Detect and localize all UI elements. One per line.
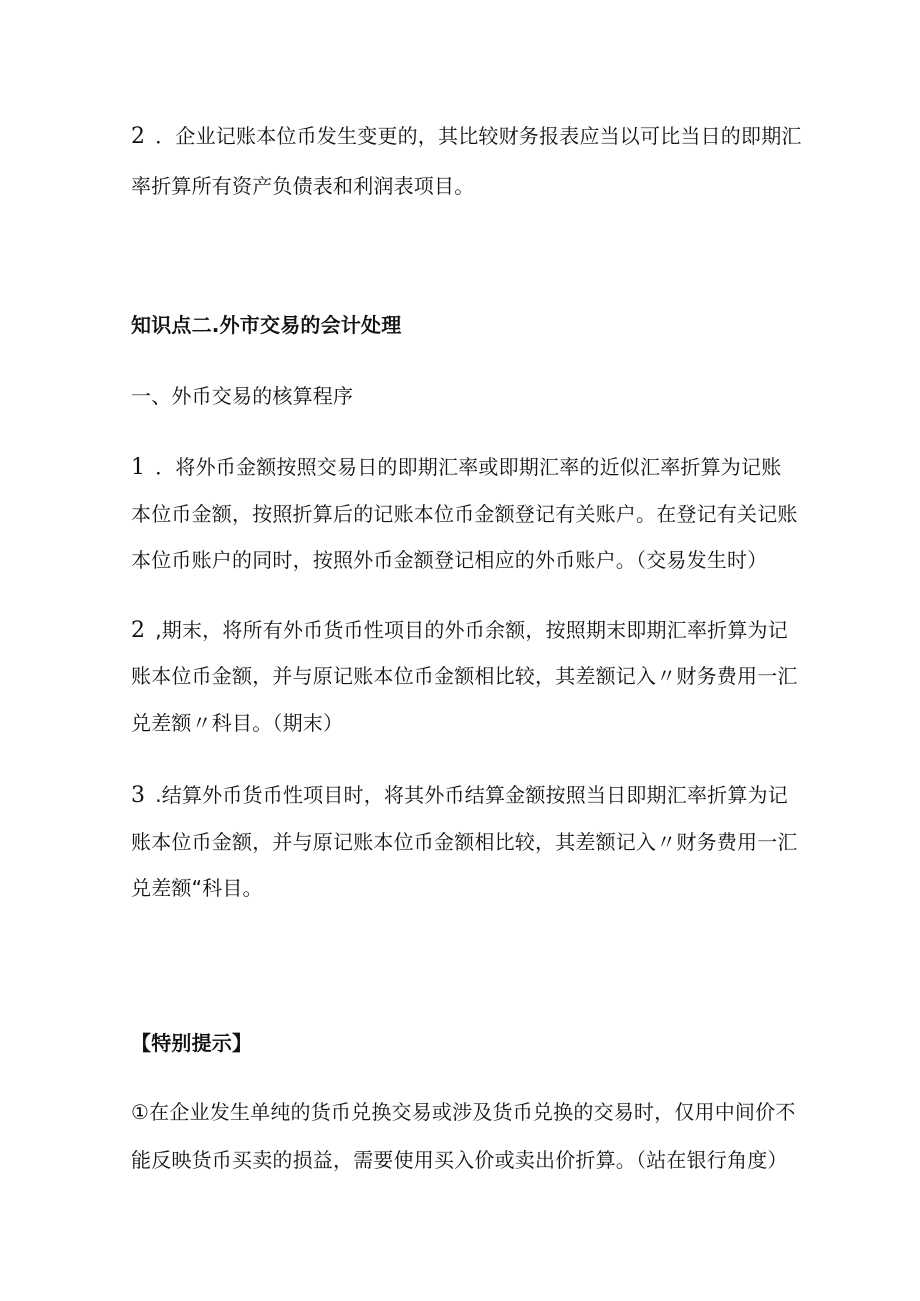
step-2-line-3: 兑差额〃科目。（期末） <box>131 711 344 735</box>
step-1-line-1-text: ．将外币金额按照交易日的即期汇率或即期汇率的近似汇率折算为记账 <box>155 455 782 479</box>
paragraph-1-line-1-text: ．企业记账本位币发生变更的，其比较财务报表应当以可比当日的即期汇 <box>155 124 802 148</box>
step-3-line-2: 账本位币金额，并与原记账本位币金额相比较，其差额记入〃财务费用一汇 <box>131 830 798 854</box>
step-1-line-3: 本位币账户的同时，按照外币金额登记相应的外币账户。（交易发生时） <box>131 548 768 572</box>
paragraph-1-line-1 <box>131 122 802 151</box>
step-3-line-3: 兑差额“科目。 <box>131 876 263 900</box>
step-3-line-1-text: .结算外币货币性项目时，将其外币结算金额按照当日即期汇率折算为记 <box>155 783 788 807</box>
step-2-line-2: 账本位币金额，并与原记账本位币金额相比较，其差额记入〃财务费用一汇 <box>131 664 798 688</box>
section-heading: 知识点二.外市交易的会计处理 <box>131 313 402 337</box>
step-1-line-2: 本位币金额，按照折算后的记账本位币金额登记有关账户。在登记有关记账 <box>131 502 798 526</box>
step-3-number: 3 <box>131 783 146 808</box>
paragraph-1-number: 2 <box>131 124 146 149</box>
paragraph-1-line-2: 率折算所有资产负债表和利润表项目。 <box>131 174 475 198</box>
tip-heading: 【特别提示】 <box>131 1031 253 1055</box>
step-2-number: 2 <box>131 618 146 643</box>
step-1-line-1 <box>131 453 781 482</box>
subheading: 一、外币交易的核算程序 <box>131 384 354 408</box>
tip-1-line-1: ①在企业发生单纯的货币兑换交易或涉及货币兑换的交易时，仅用中间价不 <box>131 1100 796 1124</box>
step-2-line-1 <box>131 616 788 645</box>
step-1-number: 1 <box>131 455 146 480</box>
step-3-line-1 <box>131 781 788 810</box>
step-2-line-1-text: ,期末，将所有外币货币性项目的外币余额，按照期末即期汇率折算为记 <box>155 618 788 642</box>
tip-1-line-2: 能反映货币买卖的损益，需要使用买入价或卖出价折算。（站在银行角度） <box>131 1148 788 1172</box>
